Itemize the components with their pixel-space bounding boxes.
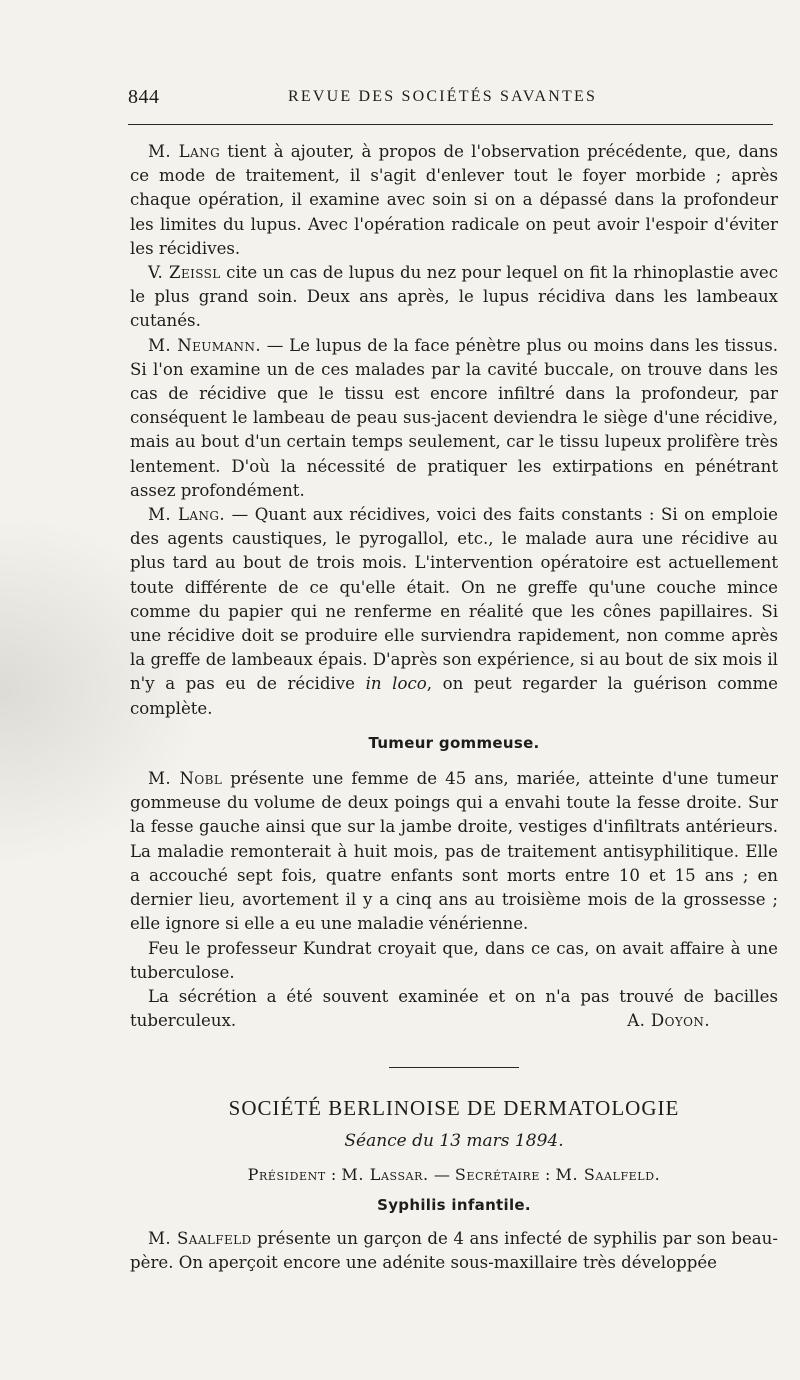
paragraph-kundrat: Feu le professeur Kundrat croyait que, dans ce cas, on avait affaire à une tuberculose. (130, 938, 778, 982)
session-date: Séance du 13 mars 1894. (344, 1130, 564, 1151)
speaker-name: M. Saalfeld (148, 1229, 252, 1249)
paragraph-nobl (130, 767, 778, 936)
page-number: 844 (128, 86, 160, 108)
paragraph-text: cite un cas de lupus du nez pour lequel on fit la rhinoplastie avec le plus grand soin. Deux ans après, le lupus récidiva dans les lambeaux cutanés. (130, 263, 778, 331)
president-name: M. Lassar. (341, 1164, 429, 1184)
paragraph-text: présente une femme de 45 ans, mariée, atteinte d'une tumeur gommeuse du volume de deux poings qui a envahi toute la fesse droite. Sur la fesse gauche ainsi que sur la jambe droite, vestiges d'infiltrats antérieurs. La maladie remonterait à huit mois, pas de traitement antisyphilitique. Elle a accouché sept fois, quatre enfants sont morts entre 10 et 15 ans ; en dernier lieu, avortement il y a cinq ans au troisième mois de la grossesse ; elle ignore si elle a eu une maladie vénérienne. (130, 769, 778, 934)
society-title: SOCIÉTÉ BERLINOISE DE DERMATOLOGIE (228, 1096, 680, 1121)
speaker-name: M. Nobl (148, 769, 223, 789)
dash: — (428, 1164, 455, 1184)
running-title: REVUE DES SOCIÉTÉS SAVANTES (288, 88, 598, 105)
separator: : (325, 1164, 342, 1184)
paragraph-secretion (130, 985, 778, 1033)
author-signature: A. Doyon. (627, 1011, 710, 1031)
paragraph-saalfeld (130, 1227, 778, 1275)
paragraph-lang-1 (130, 140, 778, 261)
paragraph-zeissl (130, 261, 778, 334)
paragraph-italic: in loco (365, 674, 427, 694)
secretary-label: Secrétaire (454, 1164, 540, 1184)
article-body (130, 140, 778, 1276)
section-heading-tumeur: Tumeur gommeuse. (368, 733, 540, 752)
header-rule (128, 124, 773, 125)
speaker-name: V. Zeissl (148, 263, 221, 283)
paragraph-neumann (130, 334, 778, 503)
speaker-name: M. Lang (148, 142, 221, 161)
paragraph-text: présente un garçon de 4 ans infecté de syphilis par son beau-père. On aperçoit encore une adénite sous-maxillaire très développée (130, 1229, 778, 1273)
paragraph-text: — Quant aux récidives, voici des faits constants : Si on emploie des agents caustiques, le pyrogallol, etc., le malade aura une récidive au plus tard au bout de trois mois. L'intervention opératoire est actuellement toute différente de ce qu'elle était. On ne greffe qu'une couche mince comme du papier qui ne renferme en réalité que les cônes papillaires. Si une récidive doit se produire elle surviendra rapidement, non comme après la greffe de lambeaux épais. D'après son expérience, si au bout de six mois il n'y a pas eu de récidive (130, 505, 778, 694)
president-label: Président (247, 1164, 326, 1184)
separator: : (539, 1164, 556, 1184)
paragraph-lang-2 (130, 503, 778, 721)
paragraph-text: — Le lupus de la face pénètre plus ou moins dans les tissus. Si l'on examine un de ces malades par la cavité buccale, on trouve dans les cas de récidive que le tissu est encore infiltré dans la profondeur, par conséquent le lambeau de peau sus-jacent deviendra le siège d'une récidive, mais au bout d'un certain temps seulement, car le tissu lupeux prolifère très lentement. D'où la nécessité de pratiquer les extirpations en pénétrant assez profondément. (130, 335, 778, 500)
secretary-name: M. Saalfeld. (555, 1164, 661, 1184)
paragraph-text-end: , on peut regarder la guérison comme complète. (130, 674, 778, 718)
page-header (128, 86, 773, 116)
officers-line (130, 1163, 778, 1187)
speaker-name: M. Lang. (148, 505, 226, 525)
section-heading-syphilis: Syphilis infantile. (377, 1195, 531, 1214)
paragraph-text: La sécrétion a été souvent examinée et on n'a pas trouvé de bacilles tuberculeux. (130, 986, 778, 1031)
paragraph-text: tient à ajouter, à propos de l'observation précédente, que, dans ce mode de traitement, il s'agit d'enlever tout le foyer morbide ; après chaque opération, il examine avec soin si on a dépassé dans la profondeur les limites du lupus. Avec l'opération radicale on peut avoir l'espoir d'éviter les récidives. (130, 142, 778, 258)
speaker-name: M. Neumann. (148, 335, 262, 355)
section-divider (389, 1067, 519, 1068)
